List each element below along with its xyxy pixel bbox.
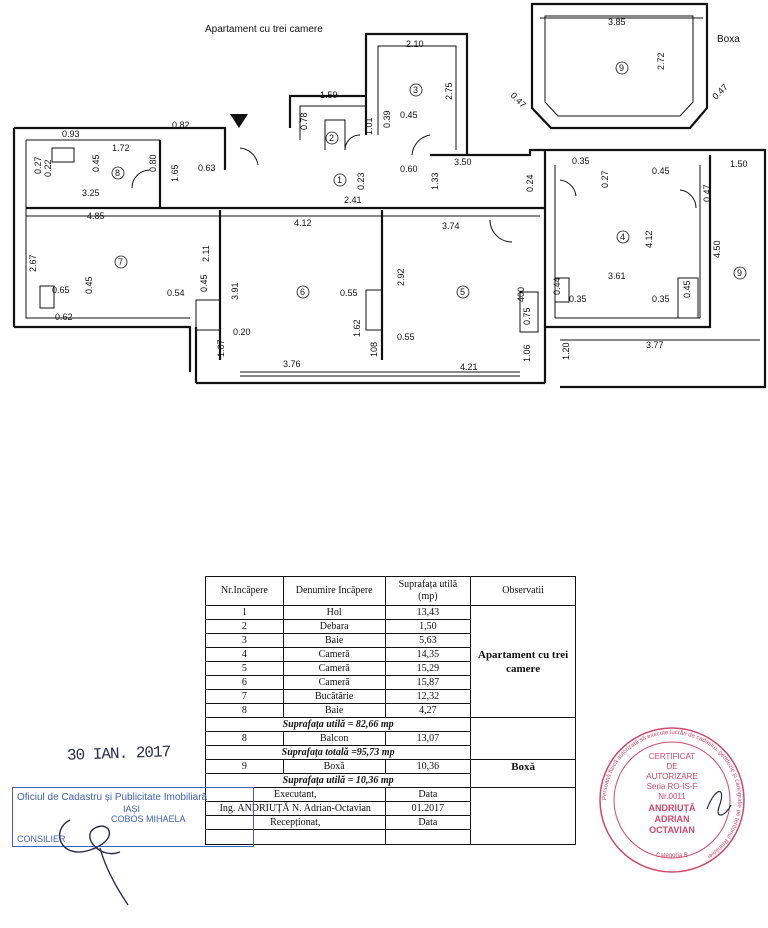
dimension: 0.60 — [400, 164, 418, 174]
col-header-nr: Nr.Incăpere — [206, 577, 284, 606]
room-number: 2 — [329, 133, 335, 143]
dimension: 2.11 — [201, 245, 211, 262]
plan-title: Apartament cu trei camere — [205, 24, 323, 35]
dimension: 1.06 — [522, 344, 532, 362]
cell-area: 13,07 — [385, 732, 471, 746]
col-header-obs: Observatii — [471, 577, 576, 606]
dimension: 1.01 — [364, 117, 374, 135]
room-number: 6 — [300, 287, 306, 297]
ocpi-line1: Oficiul de Cadastru și Publicitate Imobiliară — [17, 792, 208, 803]
dimension: 0.47 — [508, 90, 529, 110]
cert-line: AUTORIZARE — [646, 772, 698, 781]
dimension: 0.55 — [340, 288, 358, 298]
dimension: 0.23 — [356, 172, 366, 190]
cell-nr: 2 — [206, 620, 284, 634]
cell-name: Cameră — [283, 662, 385, 676]
dimension: 0.35 — [572, 156, 590, 166]
cert-line: CERTIFICAT — [648, 752, 696, 761]
dimension: 3.74 — [442, 221, 460, 231]
cell-name: Hol — [283, 606, 385, 620]
cert-line: ADRIAN — [654, 814, 690, 824]
dimension: 0.78 — [299, 112, 309, 130]
dimension: 400 — [516, 286, 526, 302]
dimension: 0.35 — [652, 294, 670, 304]
dimension: 0.63 — [198, 163, 216, 173]
cert-bottom: Categoria B — [656, 853, 688, 859]
cell-obs-boxa: Boxă — [471, 760, 576, 788]
dimension: 3.76 — [283, 359, 301, 369]
ocpi-line2: IAȘI — [123, 804, 141, 814]
dimension: 1.62 — [352, 319, 362, 337]
dimension: 3.77 — [646, 340, 664, 350]
room-number: 4 — [620, 232, 626, 242]
dimension: 1.59 — [320, 90, 338, 100]
dimension: 4.85 — [87, 211, 105, 221]
dimension: 1.72 — [112, 143, 130, 153]
dimension: 0.39 — [382, 110, 392, 128]
cell-area: 1,50 — [385, 620, 471, 634]
cell-nr: 9 — [206, 760, 284, 774]
dimension: 3.25 — [82, 188, 100, 198]
col-header-name: Denumire Incăpere — [283, 577, 385, 606]
dimension: 1.65 — [170, 164, 180, 182]
room-number: 3 — [413, 85, 419, 95]
cell-nr: 3 — [206, 634, 284, 648]
total-util-row — [206, 718, 576, 732]
dimension: 1.33 — [430, 172, 440, 190]
dimension: 0.45 — [400, 110, 418, 120]
dimension: 1.07 — [216, 339, 226, 357]
cell-name: Baie — [283, 704, 385, 718]
cell-name: Cameră — [283, 648, 385, 662]
dimension: 4.12 — [644, 230, 654, 248]
cell-nr: 6 — [206, 676, 284, 690]
date-stamp: 30 IAN. 2017 — [66, 743, 171, 765]
dimension: 4.21 — [460, 362, 478, 372]
table-row — [206, 760, 576, 774]
executant-label: Executant, — [206, 788, 386, 802]
cell-name: Boxă — [283, 760, 385, 774]
table-row — [206, 606, 576, 620]
cell-area: 4,27 — [385, 704, 471, 718]
signature-row — [206, 788, 576, 802]
room-number: 8 — [115, 168, 121, 178]
dimension: 0.45 — [682, 280, 692, 298]
dimension: 0.47 — [710, 81, 730, 102]
cell-nr: 5 — [206, 662, 284, 676]
empty-date-cell — [385, 830, 471, 845]
dimension-labels — [28, 17, 748, 372]
dimension: 0.80 — [148, 154, 158, 172]
certificate-stamp — [589, 727, 755, 873]
dimension: 2.72 — [656, 52, 666, 70]
dimension: 2.41 — [344, 195, 362, 205]
dimension: 0.62 — [55, 312, 73, 322]
boxa-label: Boxa — [717, 34, 740, 45]
cell-area: 15,29 — [385, 662, 471, 676]
dimension: 0.44 — [552, 277, 562, 295]
cert-line: Seria RO-IS-F — [646, 782, 698, 791]
dimension: 3.85 — [608, 17, 626, 27]
cert-line: Nr.0011 — [658, 792, 686, 801]
cert-line: DE — [666, 762, 678, 771]
cell-name: Debara — [283, 620, 385, 634]
cell-nr: 8 — [206, 732, 284, 746]
dimension: 0.35 — [569, 294, 587, 304]
col-header-area: Suprafața utilă (mp) — [385, 577, 471, 606]
dimension: 2.92 — [396, 268, 406, 286]
dimension: 1.50 — [730, 159, 748, 169]
room-number: 1 — [337, 175, 343, 185]
dimension: 0.54 — [167, 288, 185, 298]
cell-nr: 4 — [206, 648, 284, 662]
floor-plan — [0, 0, 768, 400]
cell-empty — [471, 788, 576, 845]
dimension: 0.20 — [233, 327, 251, 337]
dimension: 1.20 — [561, 342, 571, 360]
cert-line: OCTAVIAN — [649, 825, 695, 835]
dimension: 3.50 — [454, 157, 472, 167]
cell-area: 5,63 — [385, 634, 471, 648]
cell-name: Balcon — [283, 732, 385, 746]
cell-area: 12,32 — [385, 690, 471, 704]
room-number: 9 — [619, 63, 625, 73]
cell-name: Bucătărie — [283, 690, 385, 704]
cell-nr: 7 — [206, 690, 284, 704]
ocpi-line3: COBOS MIHAELA — [111, 814, 186, 824]
cell-name: Baie — [283, 634, 385, 648]
dimension: 3.61 — [608, 271, 626, 281]
cell-obs-apartament: Apartament cu trei camere — [471, 606, 576, 718]
dimension: 0.55 — [397, 332, 415, 342]
dimension: 0.22 — [43, 159, 53, 177]
room-number: 9 — [737, 268, 743, 278]
dimension: 0.93 — [62, 129, 80, 139]
dimension: 0.27 — [600, 170, 610, 188]
data-label-2: Data — [385, 816, 471, 830]
date-value: 01.2017 — [385, 802, 471, 816]
dimension: 0.45 — [84, 276, 94, 294]
cell-nr: 1 — [206, 606, 284, 620]
dimension: 0.27 — [33, 156, 43, 174]
data-label: Data — [385, 788, 471, 802]
dimension: 0.45 — [91, 154, 101, 172]
dimension: 108 — [369, 341, 379, 357]
dimension: 0.45 — [199, 274, 209, 292]
total-total: Suprafața totală =95,73 mp — [206, 746, 471, 760]
dimension: 3.91 — [230, 282, 240, 300]
room-number: 7 — [118, 257, 124, 267]
cell-area: 15,87 — [385, 676, 471, 690]
dimension: 4.12 — [294, 218, 312, 228]
dimension: 4.50 — [712, 240, 722, 258]
dimension: 0.45 — [652, 166, 670, 176]
dimension: 2.67 — [28, 254, 38, 272]
dimension: 2.75 — [444, 82, 454, 100]
cell-nr: 8 — [206, 704, 284, 718]
engineer-name: Ing. ANDRIUȚĂ N. Adrian-Octavian — [206, 802, 386, 816]
dimension: 0.82 — [172, 120, 190, 130]
total-util: Suprafața utilă = 82,66 mp — [206, 718, 471, 732]
cert-line: ANDRIUȚĂ — [648, 803, 696, 813]
receptionat-label: Recepționat, — [206, 816, 386, 830]
room-number: 5 — [460, 287, 466, 297]
cell-area: 10,36 — [385, 760, 471, 774]
cell-name: Cameră — [283, 676, 385, 690]
cell-area: 13,43 — [385, 606, 471, 620]
dimension: 0.65 — [52, 285, 70, 295]
dimension: 2.10 — [406, 39, 424, 49]
cert-ring-text: Persoană fizică autorizată să execute lucrări de cadastru, geodezie și cartografie pe teritoriul României — [601, 729, 743, 860]
dimension: 0.47 — [702, 184, 712, 202]
cell-obs-empty — [471, 718, 576, 760]
rooms-table — [205, 576, 576, 845]
ocpi-line4: CONSILIER — [17, 834, 66, 844]
dimension: 0.75 — [522, 307, 532, 325]
total-boxa: Suprafața utilă = 10,36 mp — [206, 774, 471, 788]
table-header-row — [206, 577, 576, 606]
dimension: 0.24 — [525, 174, 535, 192]
signature-mark — [40, 790, 150, 910]
cell-area: 14,35 — [385, 648, 471, 662]
